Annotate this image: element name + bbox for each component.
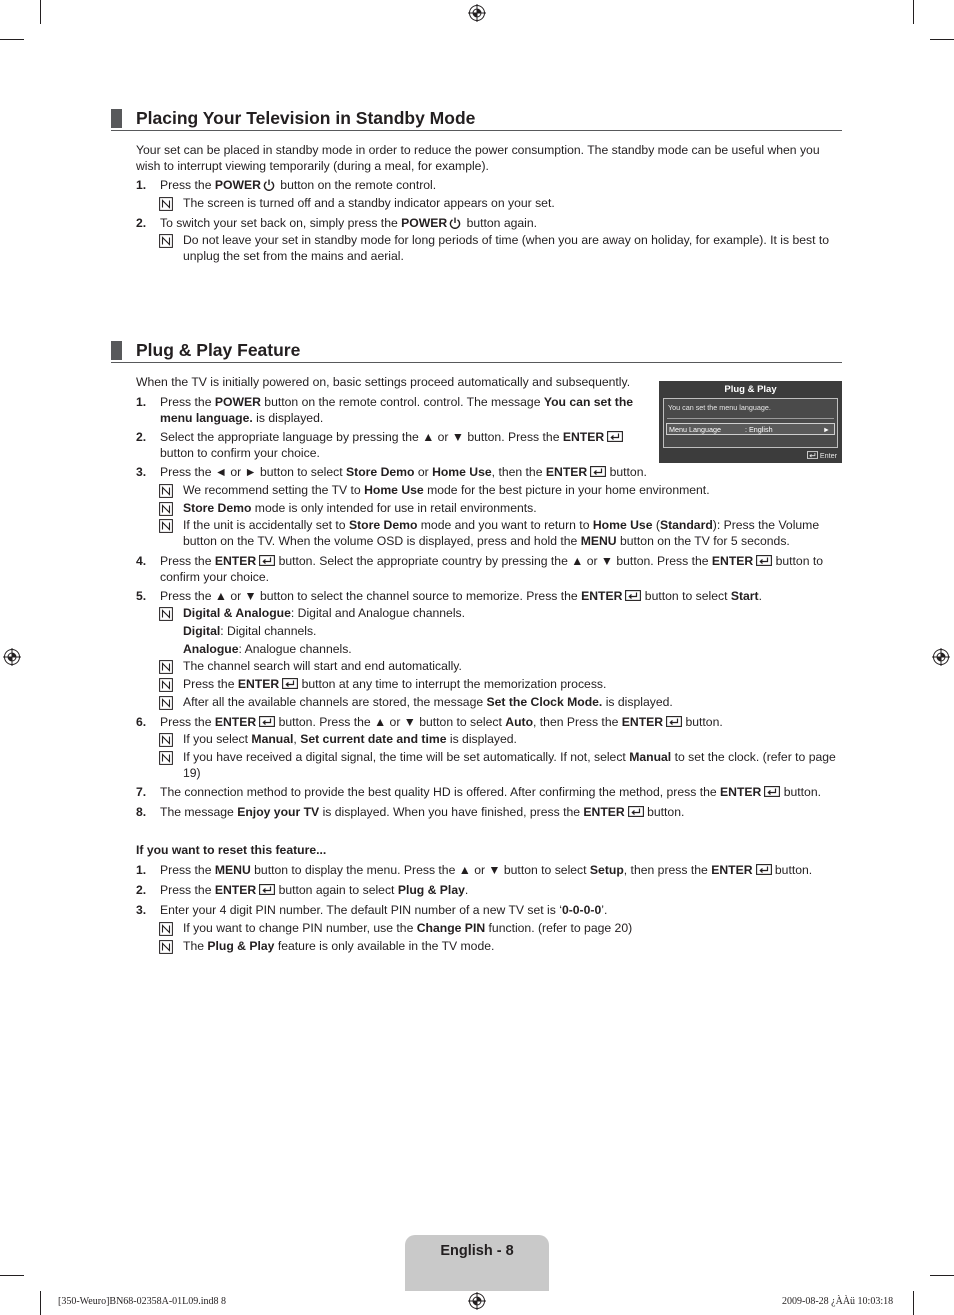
note-text: Do not leave your set in standby mode for long periods of time (when you are away on holiday, for example). It is best to unplug the set from the mains and aerial. bbox=[183, 233, 830, 263]
note-text: After all the available channels are stored, the message Set the Clock Mode. is displayed. bbox=[183, 695, 673, 709]
step-number: 3. bbox=[136, 903, 147, 917]
crop-mark bbox=[0, 39, 24, 40]
power-icon bbox=[263, 179, 275, 191]
note-icon bbox=[159, 502, 173, 516]
enter-icon bbox=[764, 786, 780, 797]
step-number: 7. bbox=[136, 785, 147, 799]
step-text: Press the ▲ or ▼ button to select the channel source to memorize. Press the ENTER button to select Start. bbox=[160, 589, 763, 603]
step-number: 1. bbox=[136, 395, 147, 409]
note-icon bbox=[159, 484, 173, 498]
note-icon bbox=[159, 519, 173, 533]
registration-mark-icon bbox=[468, 4, 486, 22]
note-text: We recommend setting the TV to Home Use mode for the best picture in your home environment. bbox=[183, 483, 710, 497]
step-number: 1. bbox=[136, 178, 147, 192]
note-icon bbox=[159, 751, 173, 765]
registration-mark-icon bbox=[468, 1292, 486, 1310]
section-standby-header bbox=[111, 108, 842, 131]
section-bar bbox=[111, 341, 122, 360]
page-number-label: English - 8 bbox=[440, 1243, 514, 1259]
note-icon bbox=[159, 922, 173, 936]
note-text: The screen is turned off and a standby indicator appears on your set. bbox=[183, 196, 555, 210]
osd-row-label: Menu Language bbox=[669, 425, 721, 434]
step-text: Press the POWER button on the remote control. control. The message You can set the menu language. is displayed. bbox=[160, 395, 634, 425]
note-icon bbox=[159, 234, 173, 248]
osd-divider bbox=[667, 418, 834, 419]
step-text: Press the ENTER button. Select the appropriate country by pressing the ▲ or ▼ button. Press the ENTER button to confirm your choice. bbox=[160, 554, 824, 584]
step-number: 5. bbox=[136, 589, 147, 603]
step-number: 6. bbox=[136, 715, 147, 729]
step-number: 4. bbox=[136, 554, 147, 568]
step-text: To switch your set back on, simply press the POWER button again. bbox=[160, 216, 538, 230]
note-text: If you select Manual, Set current date and time is displayed. bbox=[183, 732, 517, 746]
step-number: 2. bbox=[136, 430, 147, 444]
enter-icon bbox=[666, 716, 682, 727]
crop-mark bbox=[930, 39, 954, 40]
enter-icon bbox=[756, 555, 772, 566]
step5-sub-analogue: Analogue: Analogue channels. bbox=[183, 642, 352, 656]
standby-intro: Your set can be placed in standby mode in order to reduce the power consumption. The standby mode can be useful when you wish to interrupt viewing temporarily (during a meal, for example). bbox=[136, 143, 820, 173]
print-slug-right: 2009-08-28 ¿ÀÀü 10:03:18 bbox=[782, 1296, 894, 1307]
section-plug-play-header bbox=[111, 340, 842, 363]
step-text: The message Enjoy your TV is displayed. When you have finished, press the ENTER button. bbox=[160, 805, 685, 819]
note-text: The channel search will start and end automatically. bbox=[183, 659, 462, 673]
osd-row-value: : English bbox=[745, 425, 773, 434]
step5-sub-digital: Digital: Digital channels. bbox=[183, 624, 317, 638]
crop-mark bbox=[40, 0, 41, 24]
osd-plug-play-screen bbox=[659, 381, 842, 463]
note-icon bbox=[159, 678, 173, 692]
crop-mark bbox=[913, 1291, 914, 1315]
note-icon bbox=[159, 660, 173, 674]
crop-mark bbox=[930, 1275, 954, 1276]
step-text: Press the ◄ or ► button to select Store Demo or Home Use, then the ENTER button. bbox=[160, 465, 647, 479]
step-text: Select the appropriate language by pressing the ▲ or ▼ button. Press the ENTER button to confirm your choice. bbox=[160, 430, 645, 461]
enter-icon bbox=[807, 451, 818, 459]
enter-icon bbox=[259, 716, 275, 727]
step-number: 2. bbox=[136, 883, 147, 897]
osd-enter-hint bbox=[807, 451, 837, 460]
note-icon bbox=[159, 696, 173, 710]
registration-mark-icon bbox=[932, 648, 950, 666]
step-number: 1. bbox=[136, 863, 147, 877]
enter-icon bbox=[625, 590, 641, 601]
note-text: Press the ENTER button at any time to interrupt the memorization process. bbox=[183, 677, 607, 691]
registration-mark-icon bbox=[3, 648, 21, 666]
step-text: Enter your 4 digit PIN number. The default PIN number of a new TV set is ‘0-0-0-0’. bbox=[160, 903, 608, 917]
crop-mark bbox=[913, 0, 914, 24]
right-arrow-icon: ► bbox=[822, 425, 830, 434]
section-bar bbox=[111, 109, 122, 128]
step-number: 8. bbox=[136, 805, 147, 819]
step-text: Press the ENTER button again to select Plug & Play. bbox=[160, 883, 469, 897]
step-text: Press the MENU button to display the menu. Press the ▲ or ▼ button to select Setup, then press the ENTER button. bbox=[160, 863, 813, 877]
section-title: Plug & Play Feature bbox=[136, 340, 301, 360]
plug-play-intro: When the TV is initially powered on, basic settings proceed automatically and subsequently. bbox=[136, 375, 631, 389]
reset-heading: If you want to reset this feature... bbox=[136, 843, 327, 857]
note-text: If the unit is accidentally set to Store Demo mode and you want to return to Home Use (Standard): Press the Volume button on the TV. When the volume OSD is displayed, press and hold the MENU button on the TV for 5 seconds. bbox=[183, 518, 820, 548]
enter-icon bbox=[282, 678, 298, 689]
crop-mark bbox=[40, 1291, 41, 1315]
step-text: Press the ENTER button. Press the ▲ or ▼ button to select Auto, then Press the ENTER button. bbox=[160, 715, 723, 729]
note-icon bbox=[159, 197, 173, 211]
enter-icon bbox=[607, 431, 623, 442]
osd-menu-language-row[interactable] bbox=[666, 423, 835, 435]
osd-enter-label: Enter bbox=[819, 451, 837, 460]
crop-mark bbox=[0, 1275, 24, 1276]
note-icon bbox=[159, 607, 173, 621]
step-text: The connection method to provide the best quality HD is offered. After confirming the method, press the ENTER button. bbox=[160, 785, 822, 799]
note-icon bbox=[159, 733, 173, 747]
note-text: The Plug & Play feature is only available in the TV mode. bbox=[183, 939, 495, 953]
power-icon bbox=[449, 217, 461, 229]
section-title: Placing Your Television in Standby Mode bbox=[136, 108, 476, 128]
step-number: 2. bbox=[136, 216, 147, 230]
note-text: If you want to change PIN number, use the Change PIN function. (refer to page 20) bbox=[183, 921, 633, 935]
note-text: Store Demo mode is only intended for use in retail environments. bbox=[183, 501, 537, 515]
enter-icon bbox=[259, 884, 275, 895]
enter-icon bbox=[590, 466, 606, 477]
osd-title: Plug & Play bbox=[724, 384, 777, 395]
osd-panel bbox=[663, 398, 838, 448]
note-text: If you have received a digital signal, the time will be set automatically. If not, select Manual to set the clock. (refer to page 19) bbox=[183, 750, 836, 780]
step-number: 3. bbox=[136, 465, 147, 479]
enter-icon bbox=[756, 864, 772, 875]
print-slug-left: [350-Weuro]BN68-02358A-01L09.ind8 8 bbox=[58, 1296, 227, 1307]
note-text: Digital & Analogue: Digital and Analogue channels. bbox=[183, 606, 466, 620]
osd-message: You can set the menu language. bbox=[668, 403, 771, 412]
enter-icon bbox=[259, 555, 275, 566]
enter-icon bbox=[628, 806, 644, 817]
step-text: Press the POWER button on the remote control. bbox=[160, 178, 437, 192]
page-number-tab bbox=[405, 1235, 549, 1291]
note-icon bbox=[159, 940, 173, 954]
